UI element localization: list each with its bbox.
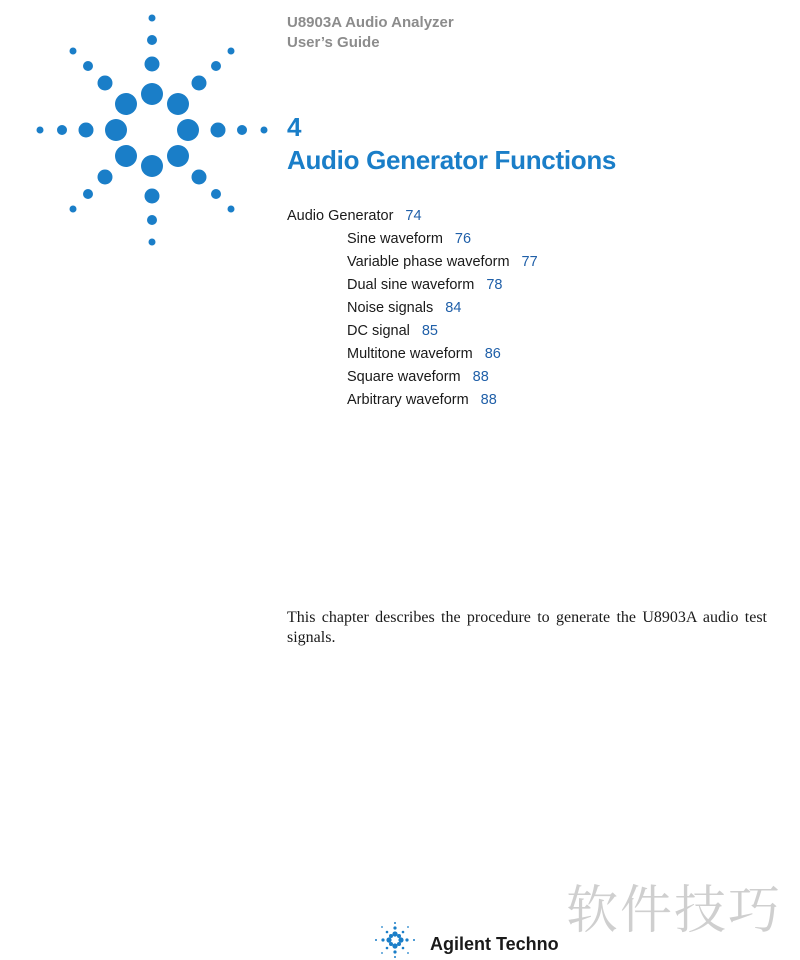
toc-page-number[interactable]: 74 bbox=[405, 208, 422, 224]
toc-page-number[interactable]: 84 bbox=[445, 300, 462, 316]
toc-entry-sine-waveform[interactable] bbox=[287, 229, 538, 252]
toc-page-number[interactable]: 86 bbox=[484, 346, 501, 362]
toc-entry-noise-signals[interactable] bbox=[287, 298, 538, 321]
agilent-spark-logo bbox=[30, 8, 275, 253]
toc-page-number[interactable]: 76 bbox=[454, 231, 472, 247]
toc-label: Arbitrary waveform bbox=[347, 392, 469, 408]
toc-label: Variable phase waveform bbox=[347, 254, 510, 270]
toc-entry-arbitrary-waveform[interactable] bbox=[287, 390, 538, 413]
document-header bbox=[287, 13, 454, 53]
toc-label: Dual sine waveform bbox=[347, 277, 475, 293]
header-guide: User’s Guide bbox=[287, 34, 380, 51]
toc-page-number[interactable]: 77 bbox=[521, 254, 538, 270]
toc-page-number[interactable]: 78 bbox=[486, 277, 503, 293]
toc-label: Square waveform bbox=[347, 369, 461, 385]
toc-page-number[interactable]: 88 bbox=[472, 369, 489, 385]
chapter-number: 4 bbox=[287, 112, 302, 142]
toc-page-number[interactable]: 88 bbox=[480, 392, 497, 408]
toc-label: Multitone waveform bbox=[347, 346, 473, 362]
agilent-footer-logo bbox=[371, 920, 419, 960]
chapter-intro-paragraph: This chapter describes the procedure to generate the U8903A audio test signals. bbox=[287, 609, 767, 646]
watermark-text: 软件技巧 bbox=[566, 881, 783, 941]
toc-label: Noise signals bbox=[347, 300, 434, 316]
header-product: U8903A Audio Analyzer bbox=[287, 14, 454, 31]
toc-entry-multitone-waveform[interactable] bbox=[287, 344, 538, 367]
chapter-title: Audio Generator Functions bbox=[287, 145, 617, 175]
toc-entry-dual-sine-waveform[interactable] bbox=[287, 275, 538, 298]
company-wordmark: Agilent Techno bbox=[430, 934, 559, 954]
toc-entry-variable-phase-waveform[interactable] bbox=[287, 252, 538, 275]
toc-entry-dc-signal[interactable] bbox=[287, 321, 538, 344]
table-of-contents bbox=[287, 206, 538, 413]
toc-label: Audio Generator bbox=[287, 208, 394, 224]
toc-page-number[interactable]: 85 bbox=[421, 323, 438, 339]
toc-entry-audio-generator[interactable] bbox=[287, 206, 538, 229]
toc-entry-square-waveform[interactable] bbox=[287, 367, 538, 390]
toc-label: DC signal bbox=[347, 323, 410, 339]
toc-label: Sine waveform bbox=[347, 231, 443, 247]
